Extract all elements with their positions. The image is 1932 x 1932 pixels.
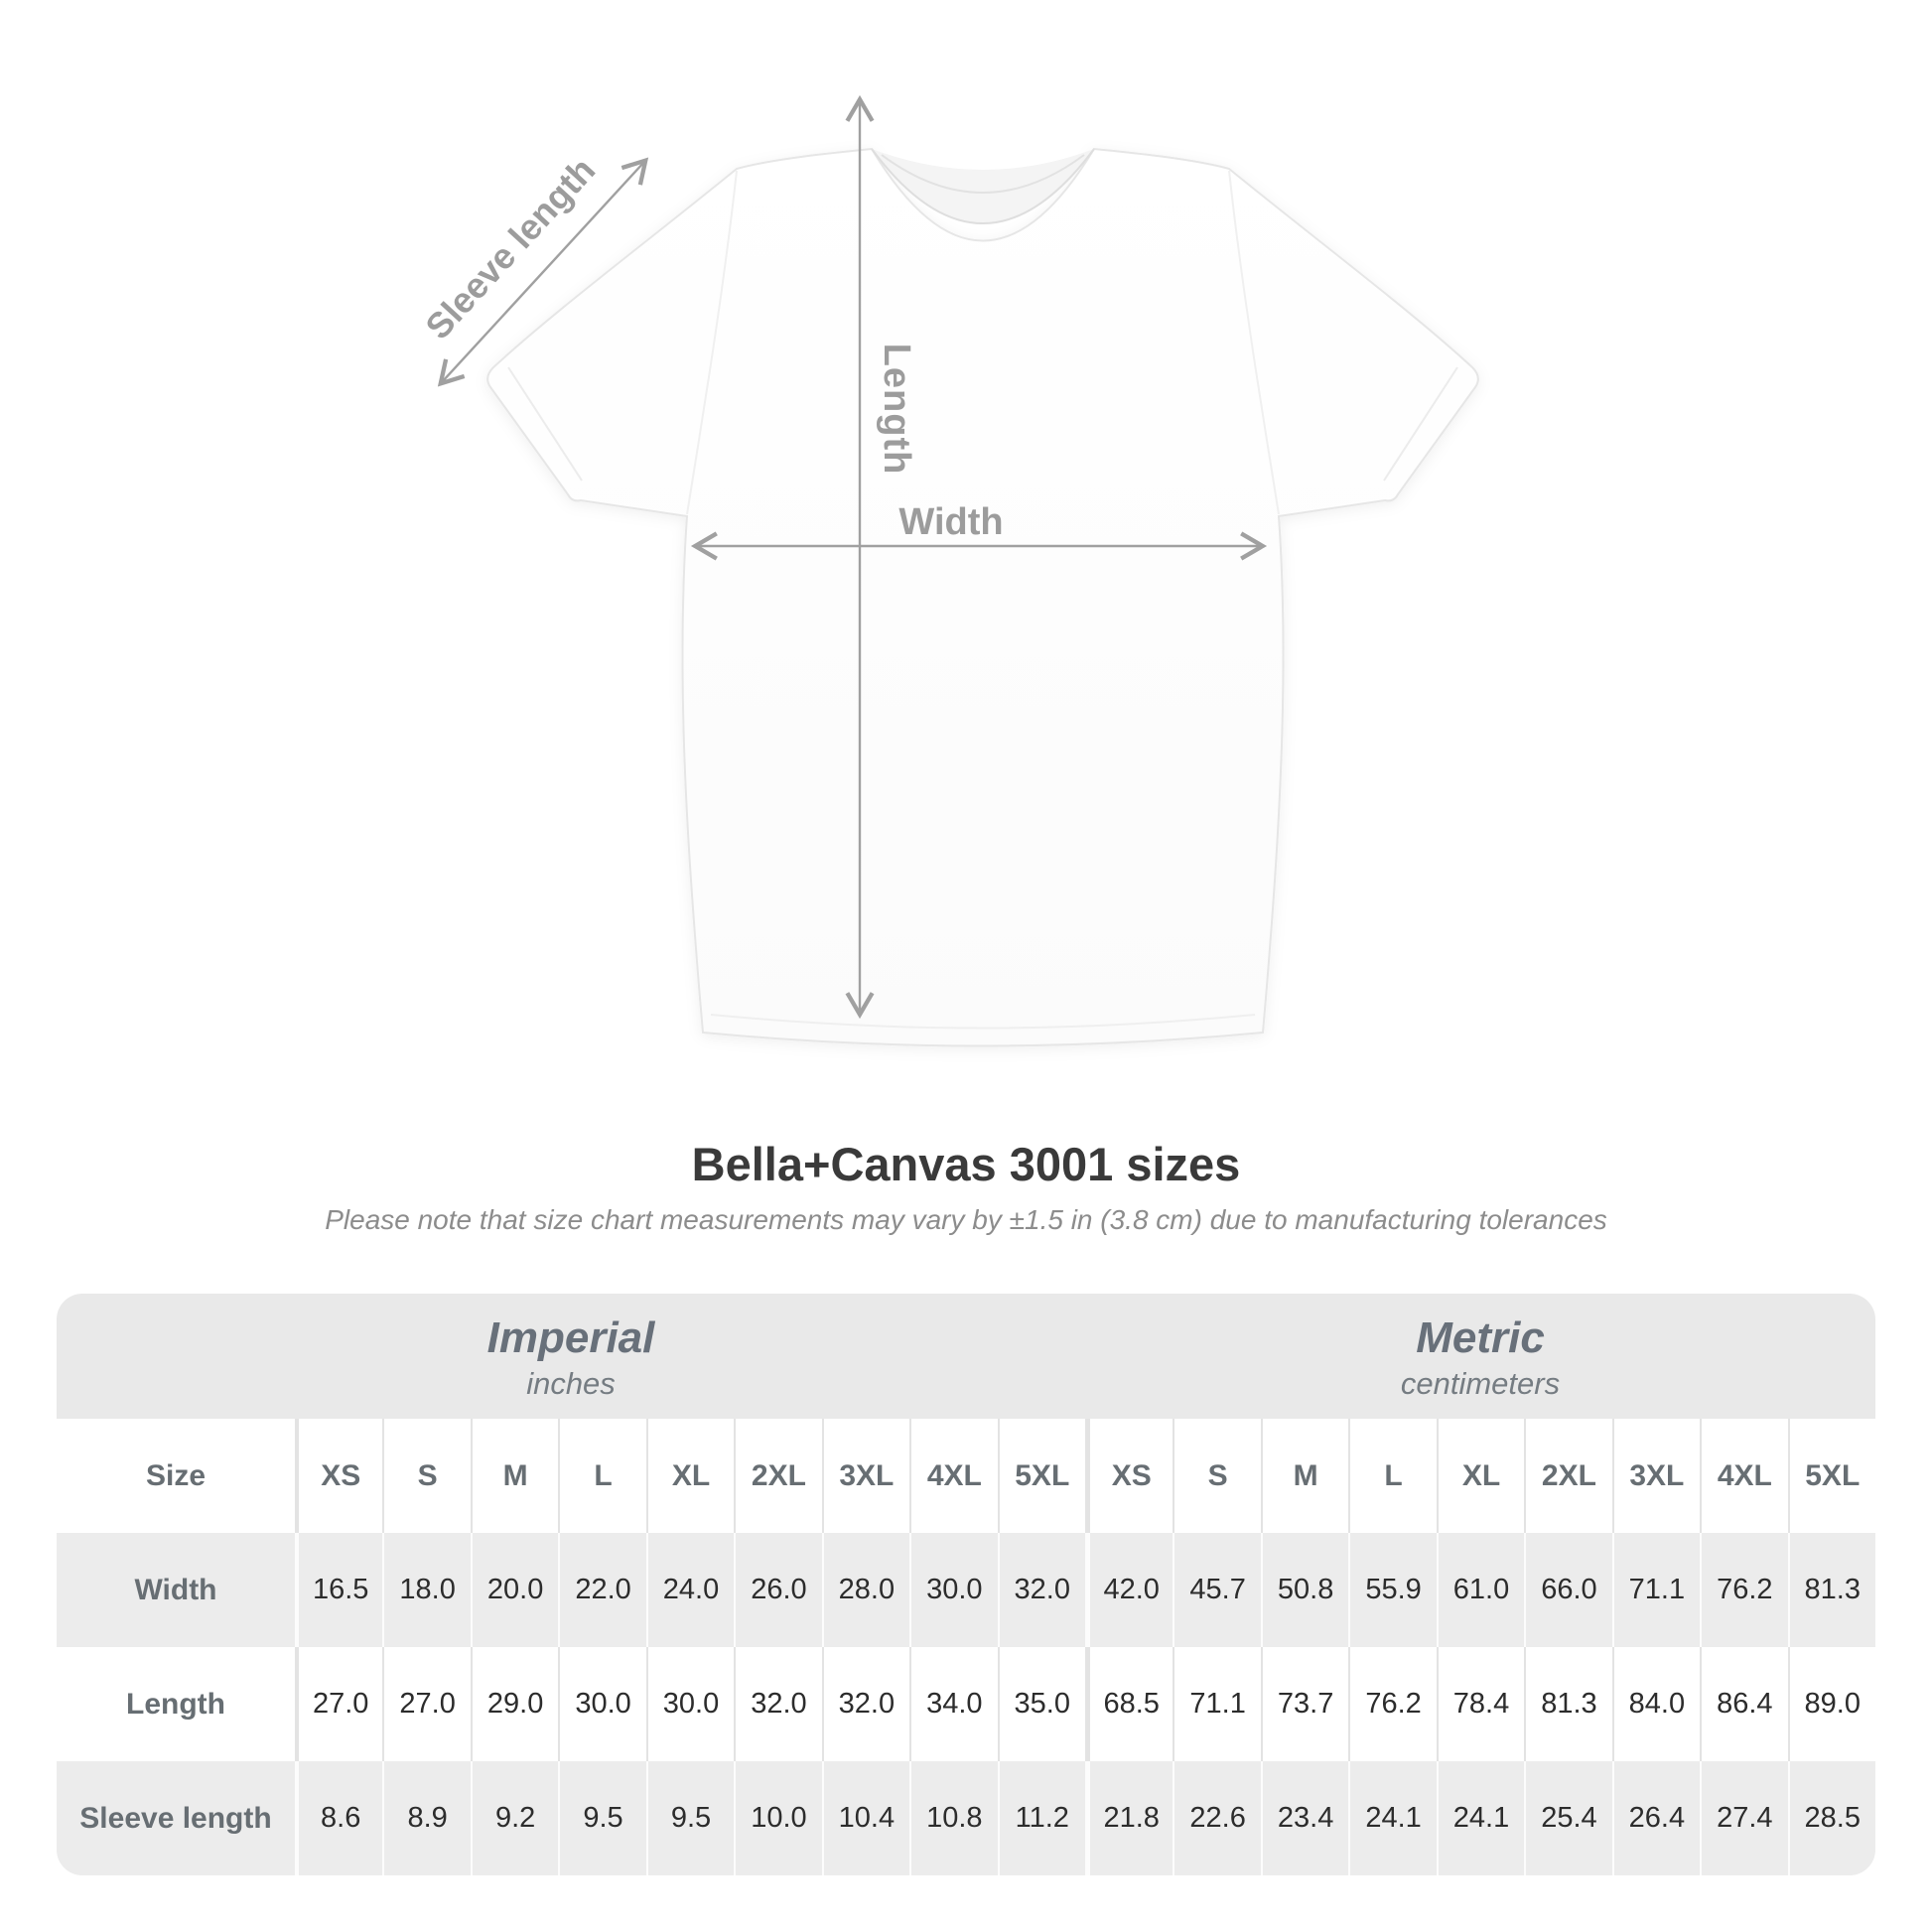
value-cell: 76.2: [1700, 1533, 1787, 1647]
value-cell: 34.0: [909, 1647, 997, 1761]
tshirt-shape: [487, 149, 1478, 1046]
value-cell: 9.5: [646, 1761, 734, 1875]
value-cell: 76.2: [1348, 1647, 1436, 1761]
value-cell: 50.8: [1261, 1533, 1348, 1647]
value-cell: 30.0: [909, 1533, 997, 1647]
value-cell: 84.0: [1612, 1647, 1700, 1761]
value-cell: 24.0: [646, 1533, 734, 1647]
unit-header-band: [57, 1294, 1875, 1419]
value-cell: 73.7: [1261, 1647, 1348, 1761]
value-cell: 9.5: [558, 1761, 645, 1875]
heading-block: [0, 1138, 1932, 1237]
imperial-label: Imperial: [486, 1313, 655, 1362]
length-label: Length: [875, 343, 917, 476]
value-cell: 22.0: [558, 1533, 645, 1647]
value-cell: 32.0: [822, 1647, 909, 1761]
value-cell: 21.8: [1085, 1761, 1173, 1875]
size-header-cell: 3XL: [1612, 1419, 1700, 1533]
value-cell: 68.5: [1085, 1647, 1173, 1761]
size-column-header: Size: [145, 1458, 207, 1492]
imperial-unit-label: inches: [526, 1366, 616, 1401]
value-cell: 8.6: [295, 1761, 382, 1875]
value-cell: 9.2: [471, 1761, 558, 1875]
width-label: Width: [898, 501, 1004, 543]
table-row: [57, 1533, 1875, 1647]
value-cell: 28.0: [822, 1533, 909, 1647]
size-header-cell: XS: [1085, 1419, 1173, 1533]
value-cell: 86.4: [1700, 1647, 1787, 1761]
value-cell: 71.1: [1173, 1647, 1260, 1761]
size-header-cell: 5XL: [1788, 1419, 1875, 1533]
value-cell: 18.0: [382, 1533, 470, 1647]
size-header-cell: S: [1173, 1419, 1260, 1533]
measurement-row-label: Width: [134, 1573, 217, 1606]
table-row: [57, 1647, 1875, 1761]
value-cell: 27.0: [382, 1647, 470, 1761]
size-header-cell: L: [1348, 1419, 1436, 1533]
size-table: [57, 1294, 1875, 1875]
value-cell: 81.3: [1788, 1533, 1875, 1647]
value-cell: 42.0: [1085, 1533, 1173, 1647]
value-cell: 61.0: [1437, 1533, 1524, 1647]
size-header-cell: M: [471, 1419, 558, 1533]
value-cell: 20.0: [471, 1533, 558, 1647]
value-cell: 23.4: [1261, 1761, 1348, 1875]
value-cell: 35.0: [998, 1647, 1085, 1761]
imperial-group-header: [57, 1294, 1085, 1419]
value-cell: 24.1: [1437, 1761, 1524, 1875]
size-header-cell: M: [1261, 1419, 1348, 1533]
value-cell: 10.0: [734, 1761, 821, 1875]
size-header-cell: 5XL: [998, 1419, 1085, 1533]
measurement-row-label: Length: [126, 1687, 225, 1721]
size-header-cell: 3XL: [822, 1419, 909, 1533]
value-cell: 32.0: [998, 1533, 1085, 1647]
value-cell: 32.0: [734, 1647, 821, 1761]
value-cell: 10.8: [909, 1761, 997, 1875]
size-header-cell: L: [558, 1419, 645, 1533]
page-title: Bella+Canvas 3001 sizes: [691, 1138, 1241, 1190]
value-cell: 24.1: [1348, 1761, 1436, 1875]
table-row: [57, 1761, 1875, 1875]
size-header-cell: XS: [295, 1419, 382, 1533]
metric-unit-label: centimeters: [1400, 1366, 1561, 1401]
value-cell: 71.1: [1612, 1533, 1700, 1647]
size-table-rows: [57, 1419, 1875, 1875]
value-cell: 26.4: [1612, 1761, 1700, 1875]
value-cell: 28.5: [1788, 1761, 1875, 1875]
value-cell: 25.4: [1524, 1761, 1611, 1875]
value-cell: 81.3: [1524, 1647, 1611, 1761]
sleeve-length-label: Sleeve length: [417, 149, 604, 347]
value-cell: 30.0: [646, 1647, 734, 1761]
value-cell: 10.4: [822, 1761, 909, 1875]
value-cell: 16.5: [295, 1533, 382, 1647]
value-cell: 27.4: [1700, 1761, 1787, 1875]
value-cell: 29.0: [471, 1647, 558, 1761]
value-cell: 27.0: [295, 1647, 382, 1761]
value-cell: 66.0: [1524, 1533, 1611, 1647]
metric-group-header: [1085, 1294, 1875, 1419]
size-header-cell: XL: [1437, 1419, 1524, 1533]
value-cell: 30.0: [558, 1647, 645, 1761]
value-cell: 11.2: [998, 1761, 1085, 1875]
metric-label: Metric: [1416, 1313, 1545, 1362]
size-header-cell: XL: [646, 1419, 734, 1533]
value-cell: 8.9: [382, 1761, 470, 1875]
value-cell: 55.9: [1348, 1533, 1436, 1647]
value-cell: 22.6: [1173, 1761, 1260, 1875]
size-header-cell: 2XL: [1524, 1419, 1611, 1533]
value-cell: 89.0: [1788, 1647, 1875, 1761]
value-cell: 45.7: [1173, 1533, 1260, 1647]
size-header-cell: 2XL: [734, 1419, 821, 1533]
size-header-cell: 4XL: [909, 1419, 997, 1533]
value-cell: 26.0: [734, 1533, 821, 1647]
tolerance-note: Please note that size chart measurements may vary by ±1.5 in (3.8 cm) due to manufacturing tolerances: [325, 1204, 1607, 1235]
value-cell: 78.4: [1437, 1647, 1524, 1761]
size-header-cell: S: [382, 1419, 470, 1533]
size-header-cell: 4XL: [1700, 1419, 1787, 1533]
measurement-row-label: Sleeve length: [79, 1801, 272, 1835]
table-row: [57, 1419, 1875, 1533]
